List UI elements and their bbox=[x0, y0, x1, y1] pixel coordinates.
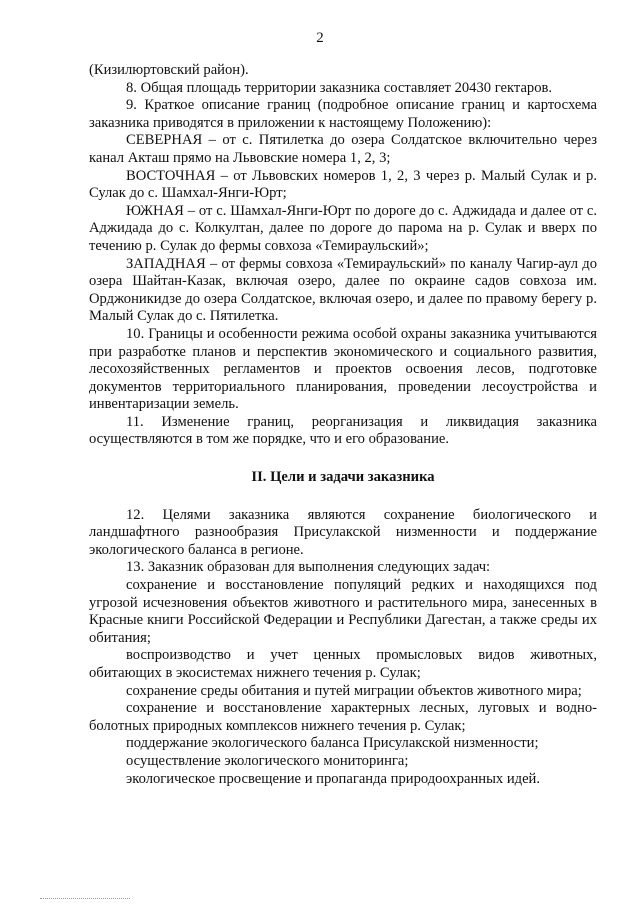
paragraph-regime: 10. Границы и особенности режима особой охраны заказника учитываются при разработке планов и перспектив экономического и социального развития, лесохозяйственных регламентов и проектов освоения лесов, подготовке документов территориального планирования, проведении лесоустройства и инвентаризации земель. bbox=[89, 325, 597, 413]
paragraph-task-migration: сохранение среды обитания и путей миграции объектов животного мира; bbox=[126, 682, 582, 699]
paragraph-tasks-intro: 13. Заказник образован для выполнения следующих задач: bbox=[126, 559, 491, 576]
paragraph-goals: 12. Целями заказника являются сохранение биологического и ландшафтного разнообразия Присулакской низменности и поддержание экологического баланса в регионе. bbox=[89, 506, 597, 558]
paragraph-task-education: экологическое просвещение и пропаганда природоохранных идей. bbox=[126, 770, 541, 787]
paragraph-task-complexes: сохранение и восстановление характерных лесных, луговых и водно-болотных природных комплексов нижнего течения р. Сулак; bbox=[89, 700, 597, 734]
paragraph-borders-intro: 9. Краткое описание границ (подробное описание границ и картосхема заказника приводятся в приложении к настоящему Положению): bbox=[89, 97, 597, 131]
paragraph-task-balance: поддержание экологического баланса Присулакской низменности; bbox=[126, 735, 539, 752]
paragraph-border-west: ЗАПАДНАЯ – от фермы совхоза «Темираульский» по каналу Чагир-аул до озера Шайтан-Казак, включая озеро, далее по окраине садов совхоза им. Орджоникидзе до озера Солдатское, включая озеро, и далее по правому берегу р. Малый Сулак до с. Пятилетка. bbox=[89, 255, 597, 325]
paragraph-changes: 11. Изменение границ, реорганизация и ликвидация заказника осуществляются в том же порядке, что и его образование. bbox=[89, 413, 597, 448]
page-number: 2 bbox=[316, 30, 324, 46]
paragraph-task-rare-species: сохранение и восстановление популяций редких и находящихся под угрозой исчезновения объектов животного и растительного мира, занесенных в Красные книги Российской Федерации и Республики Дагестан, а также среды их обитания; bbox=[89, 577, 597, 646]
paragraph-border-north: СЕВЕРНАЯ – от с. Пятилетка до озера Солдатское включительно через канал Акташ прямо на Львовские номера 1, 2, 3; bbox=[89, 132, 597, 166]
paragraph-border-east: ВОСТОЧНАЯ – от Львовских номеров 1, 2, 3 через р. Малый Сулак и р. Сулак до с. Шамхал-Янги-Юрт; bbox=[89, 167, 597, 202]
paragraph-area: 8. Общая площадь территории заказника составляет 20430 гектаров. bbox=[126, 79, 553, 96]
paragraph-district: (Кизилюртовский район). bbox=[89, 62, 249, 78]
paragraph-task-game-species: воспроизводство и учет ценных промысловых видов животных, обитающих в экосистемах нижнего течения р. Сулак; bbox=[89, 647, 597, 681]
section-heading: II. Цели и задачи заказника bbox=[251, 469, 435, 486]
paragraph-task-monitoring: осуществление экологического мониторинга; bbox=[126, 752, 409, 769]
scan-artifact bbox=[40, 898, 130, 902]
paragraph-border-south: ЮЖНАЯ – от с. Шамхал-Янги-Юрт по дороге до с. Аджидада и далее от с. Аджидада до с. Колкултан, далее по дороге до парома на р. Сулак и вверх по течению р. Сулак до фермы совхоза «Темираульский»; bbox=[89, 202, 597, 254]
document-body bbox=[89, 62, 597, 788]
